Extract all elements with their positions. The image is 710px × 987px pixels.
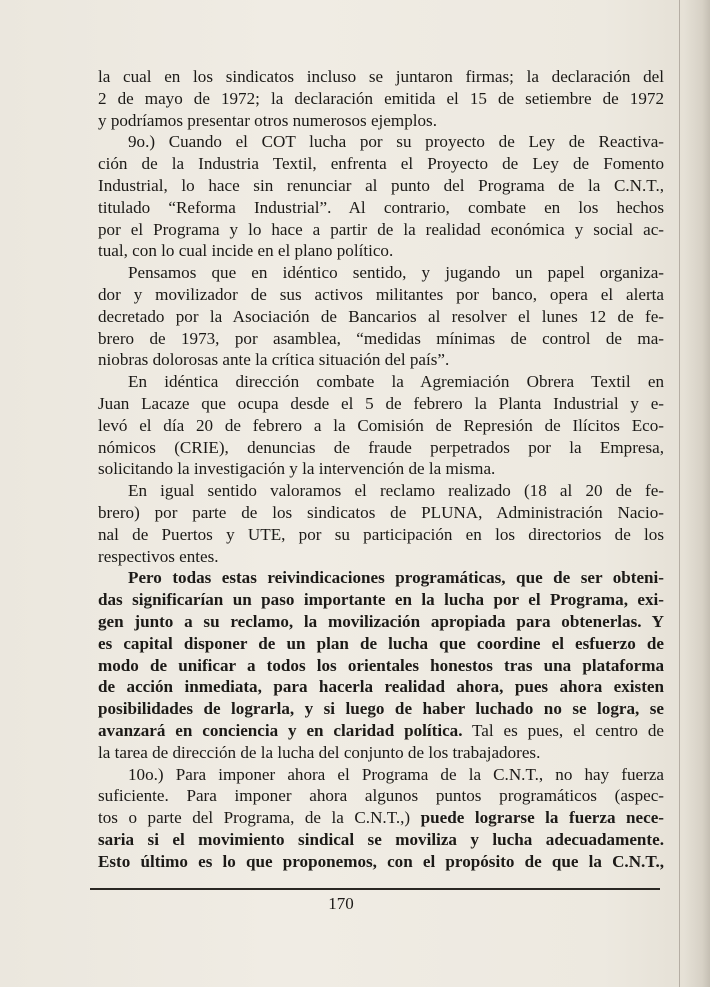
page-edge-line bbox=[679, 0, 680, 987]
text-line bbox=[98, 698, 664, 720]
text-line bbox=[98, 764, 664, 786]
text-line bbox=[98, 328, 664, 350]
text-line bbox=[98, 851, 664, 873]
text-run: tual, con lo cual incide en el plano político. bbox=[98, 241, 394, 261]
text-line bbox=[98, 589, 664, 611]
bold-text-run: avanzará en conciencia y en claridad política. bbox=[98, 720, 463, 740]
text-run: por el Programa y lo hace a partir de la realidad económica y social ac- bbox=[98, 219, 664, 239]
text-run: Tal es pues, el centro de bbox=[462, 720, 664, 740]
paragraph bbox=[98, 66, 664, 131]
text-run: 9o.) Cuando el COT lucha por su proyecto de Ley de Reactiva- bbox=[128, 132, 664, 152]
text-line bbox=[98, 567, 664, 589]
page-number: 170 bbox=[328, 894, 354, 913]
text-line bbox=[98, 153, 664, 175]
text-run: suficiente. Para imponer ahora algunos puntos programáticos (aspec- bbox=[98, 786, 664, 806]
text-line bbox=[98, 502, 664, 524]
text-run: solicitando la investigación y la intervención de la misma. bbox=[98, 459, 496, 479]
bold-text-run: saria si el movimiento sindical se moviliza y lucha adecuadamente. bbox=[98, 829, 664, 849]
text-line bbox=[98, 131, 664, 153]
text-run: En idéntica dirección combate la Agremiación Obrera Textil en bbox=[128, 372, 664, 392]
text-run: ción de la Industria Textil, enfrenta el Proyecto de Ley de Fomento bbox=[98, 154, 664, 174]
text-run: 2 de mayo de 1972; la declaración emitida el 15 de setiembre de 1972 bbox=[98, 88, 664, 108]
page-edge-shadow bbox=[684, 0, 710, 987]
text-run: 10o.) Para imponer ahora el Programa de la C.N.T., no hay fuerza bbox=[128, 764, 664, 784]
text-line bbox=[98, 807, 664, 829]
text-line bbox=[98, 284, 664, 306]
text-line bbox=[98, 655, 664, 677]
bold-text-run: es capital disponer de un plan de lucha que coordine el esfuerzo de bbox=[98, 633, 664, 653]
text-line bbox=[98, 415, 664, 437]
text-run: la cual en los sindicatos incluso se juntaron firmas; la declaración del bbox=[98, 67, 664, 86]
text-run: y podríamos presentar otros numerosos ejemplos. bbox=[98, 110, 437, 130]
bold-text-run: Esto último es lo que proponemos, con el propósito de que la C.N.T., bbox=[98, 851, 664, 871]
bold-text-run: de acción inmediata, para hacerla realidad ahora, pues ahora existen bbox=[98, 677, 664, 697]
text-run: En igual sentido valoramos el reclamo realizado (18 al 20 de fe- bbox=[128, 481, 664, 501]
paragraph bbox=[98, 764, 664, 873]
text-line bbox=[98, 197, 664, 219]
text-line bbox=[98, 219, 664, 241]
text-line bbox=[98, 371, 664, 393]
bold-text-run: das significarían un paso importante en la lucha por el Programa, exi- bbox=[98, 590, 664, 610]
text-line bbox=[98, 611, 664, 633]
text-line bbox=[98, 742, 664, 764]
text-run: brero de 1973, por asamblea, “medidas mínimas de control de ma- bbox=[98, 328, 664, 348]
bold-text-run: puede lograrse la fuerza nece- bbox=[410, 808, 664, 828]
bold-text-run: gen junto a su reclamo, la movilización apropiada para obtenerlas. Y bbox=[98, 611, 664, 631]
text-run: titulado “Reforma Industrial”. Al contrario, combate en los hechos bbox=[98, 197, 664, 217]
text-line bbox=[98, 480, 664, 502]
text-run: Pensamos que en idéntico sentido, y jugando un papel organiza- bbox=[128, 263, 664, 283]
text-line bbox=[98, 829, 664, 851]
paragraph bbox=[98, 131, 664, 262]
paragraph bbox=[98, 480, 664, 567]
text-run: Industrial, lo hace sin renunciar al punto del Programa de la C.N.T., bbox=[98, 175, 664, 195]
text-line bbox=[98, 458, 664, 480]
text-line bbox=[98, 240, 664, 262]
text-line bbox=[98, 88, 664, 110]
text-line bbox=[98, 175, 664, 197]
text-line bbox=[98, 785, 664, 807]
text-run: Juan Lacaze que ocupa desde el 5 de febrero la Planta Industrial y e- bbox=[98, 393, 664, 413]
text-run: decretado por la Asociación de Bancarios al resolver el lunes 12 de fe- bbox=[98, 306, 664, 326]
bold-text-run: Pero todas estas reivindicaciones programáticas, que de ser obteni- bbox=[128, 568, 664, 588]
bold-text-run: modo de unificar a todos los orientales honestos tras una plataforma bbox=[98, 655, 664, 675]
text-line bbox=[98, 66, 664, 88]
text-line bbox=[98, 393, 664, 415]
text-run: nal de Puertos y UTE, por su participación en los directorios de los bbox=[98, 524, 664, 544]
text-line bbox=[98, 306, 664, 328]
paragraph bbox=[98, 262, 664, 371]
text-line bbox=[98, 349, 664, 371]
text-run: brero) por parte de los sindicatos de PLUNA, Administración Nacio- bbox=[98, 502, 664, 522]
text-line bbox=[98, 546, 664, 568]
paragraph bbox=[98, 371, 664, 480]
text-run: tos o parte del Programa, de la C.N.T.,) bbox=[98, 808, 411, 828]
text-line bbox=[98, 262, 664, 284]
text-run: nómicos (CRIE), denuncias de fraude perpetrados por la Empresa, bbox=[98, 437, 664, 457]
text-line bbox=[98, 676, 664, 698]
text-line bbox=[98, 110, 664, 132]
text-line bbox=[98, 633, 664, 655]
footer-rule bbox=[90, 888, 660, 890]
text-run: niobras dolorosas ante la crítica situación del país”. bbox=[98, 350, 450, 370]
text-line bbox=[98, 524, 664, 546]
text-line bbox=[98, 720, 664, 742]
text-run: la tarea de dirección de la lucha del conjunto de los trabajadores. bbox=[98, 742, 541, 762]
body-text bbox=[98, 66, 664, 872]
text-line bbox=[98, 437, 664, 459]
text-run: dor y movilizador de sus activos militantes por banco, opera el alerta bbox=[98, 284, 664, 304]
text-run: respectivos entes. bbox=[98, 546, 219, 566]
bold-text-run: posibilidades de lograrla, y si luego de haber luchado no se logra, se bbox=[98, 699, 664, 719]
paragraph bbox=[98, 567, 664, 763]
text-run: levó el día 20 de febrero a la Comisión de Represión de Ilícitos Eco- bbox=[98, 415, 664, 435]
